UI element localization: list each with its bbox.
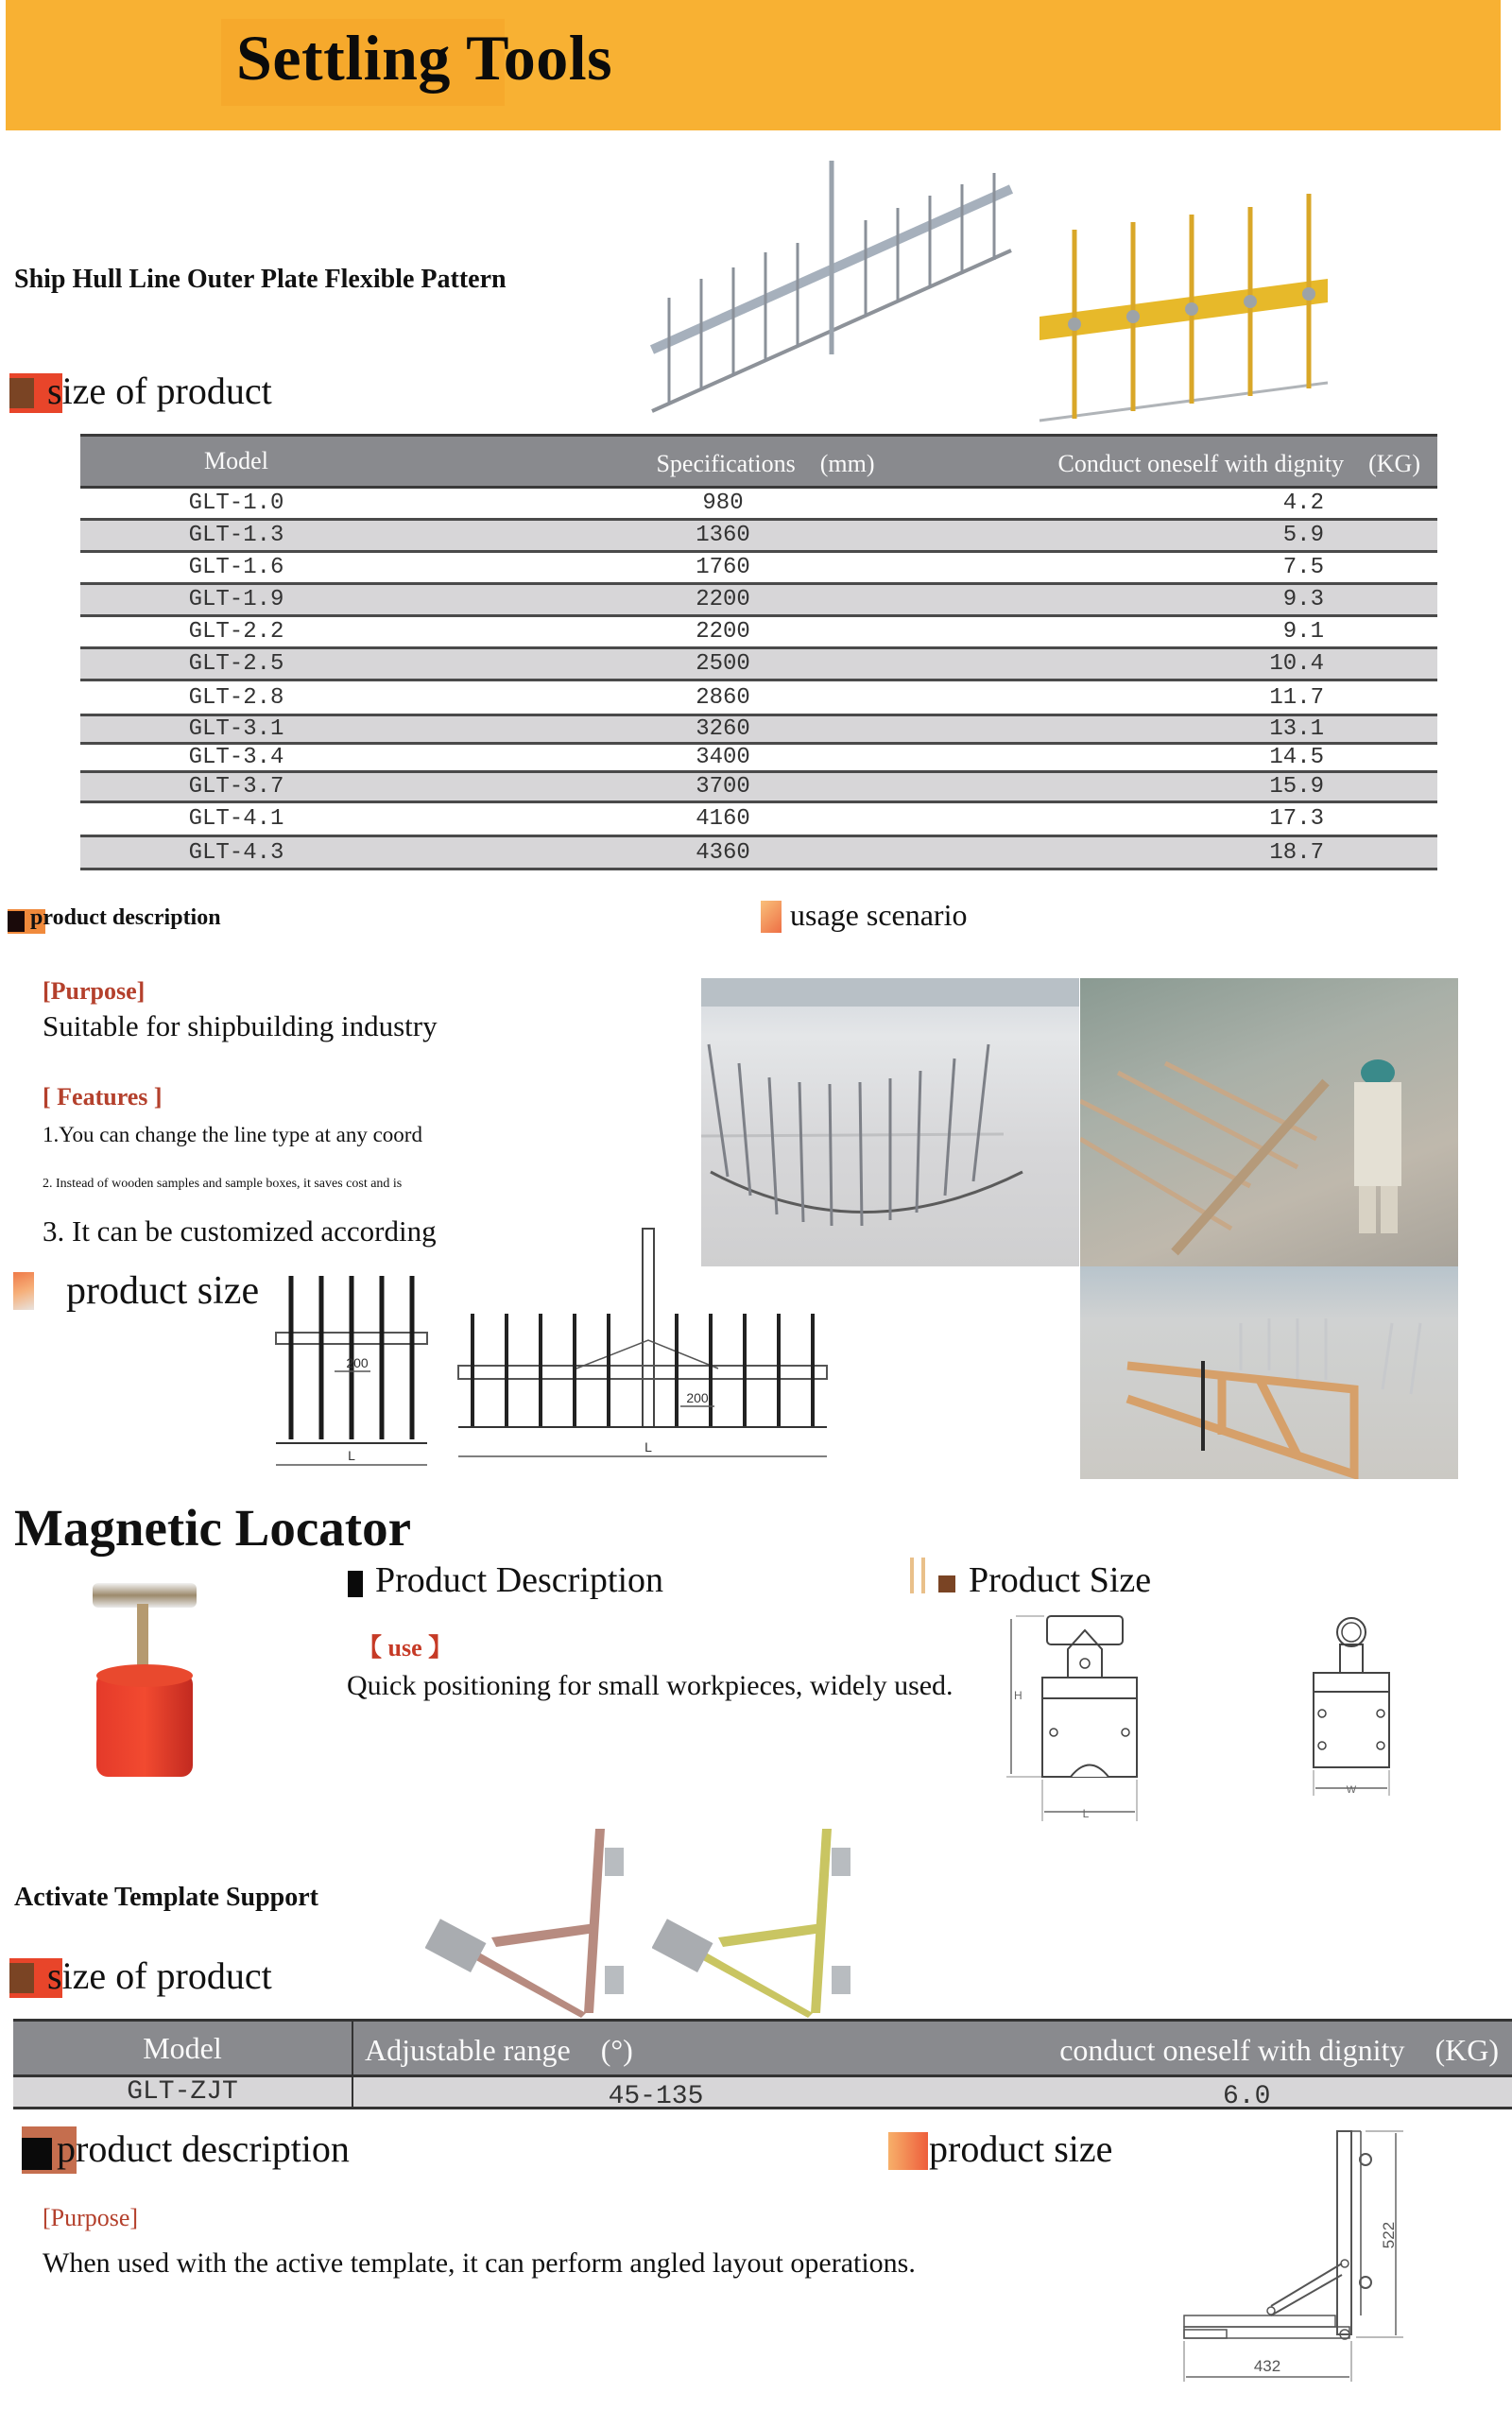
table-header-row [13, 2019, 1512, 2077]
cell-weight: 4.2 [1282, 491, 1324, 516]
cell-model: GLT-3.7 [188, 774, 284, 800]
section-marker-icon [910, 1558, 914, 1593]
section-marker-stripe [921, 1558, 925, 1593]
cell-weight: 17.3 [1269, 806, 1324, 832]
table-row [80, 837, 1437, 870]
dimension-label-width: 432 [1253, 2357, 1281, 2375]
hull-pattern-grey-image [643, 156, 1021, 430]
usage-photo-wooden-frame [1080, 1266, 1458, 1479]
cell-spec: 3400 [696, 745, 750, 770]
cell-model: GLT-1.3 [188, 523, 284, 548]
dimension-label-height: H [1014, 1689, 1022, 1702]
cell-spec: 4160 [696, 806, 750, 832]
template-support-spec-table [13, 2019, 1512, 2109]
product-title-hull-pattern: Ship Hull Line Outer Plate Flexible Pattern [14, 265, 507, 294]
cell-model: GLT-1.9 [188, 587, 284, 612]
dimension-label-spacing: 200 [346, 1355, 369, 1370]
usage-scenario-heading: usage scenario [790, 898, 968, 932]
feature-item-2: 2. Instead of wooden samples and sample boxes, it saves cost and is [43, 1177, 403, 1191]
template-size-diagram [1177, 2122, 1422, 2396]
magnetic-size-diagram-side [1309, 1611, 1394, 1800]
dimension-label-length: L [644, 1439, 652, 1455]
table-row [80, 585, 1437, 617]
cell-weight: 7.5 [1282, 555, 1324, 580]
cell-spec: 2860 [696, 684, 750, 711]
cell-model: GLT-ZJT [13, 2077, 353, 2107]
cell-weight: 6.0 [1223, 2082, 1271, 2111]
column-header-specifications: Specifications (mm) [656, 449, 875, 477]
section-marker-icon [888, 2132, 928, 2170]
cell-weight: 15.9 [1269, 774, 1324, 800]
column-header-model: Model [204, 447, 268, 474]
size-diagram-short-pattern [274, 1271, 439, 1470]
table-row [80, 745, 1437, 773]
table-row [13, 2077, 1512, 2109]
purpose-text: Suitable for shipbuilding industry [43, 1009, 438, 1042]
dimension-label-length: L [348, 1448, 355, 1463]
template-size-of-product-heading: size of product [47, 1954, 272, 1997]
cell-weight: 18.7 [1269, 839, 1324, 866]
section-marker-square-icon [938, 1575, 955, 1592]
table-header-row [80, 434, 1437, 489]
cell-spec: 2200 [696, 619, 750, 645]
template-support-title: Activate Template Support [14, 1883, 318, 1912]
purpose-label: [Purpose] [43, 977, 146, 1005]
table-row [80, 553, 1437, 585]
cell-spec: 1760 [696, 555, 750, 580]
magnetic-locator-image [85, 1583, 217, 1786]
feature-item-1: 1.You can change the line type at any coord [43, 1123, 422, 1146]
magnetic-description-heading: Product Description [375, 1560, 664, 1600]
table-row [80, 617, 1437, 649]
column-header-weight: conduct oneself with dignity (KG) [1059, 2033, 1499, 2067]
cell-spec: 4360 [696, 839, 750, 866]
table-row [80, 521, 1437, 553]
use-text: Quick positioning for small workpieces, widely used. [347, 1670, 954, 1701]
column-header-weight: Conduct oneself with dignity (KG) [1057, 449, 1420, 477]
table-row [80, 649, 1437, 681]
section-marker-inner-icon [22, 2138, 52, 2170]
cell-model: GLT-3.1 [188, 716, 284, 742]
cell-spec: 2500 [696, 651, 750, 677]
cell-weight: 11.7 [1269, 684, 1324, 711]
use-label: 【 use 】 [357, 1634, 454, 1661]
table-row [80, 773, 1437, 803]
cell-weight: 9.1 [1282, 619, 1324, 645]
product-description-heading: product description [30, 905, 221, 930]
cell-weight: 10.4 [1269, 651, 1324, 677]
section-marker-inner-icon [9, 1963, 34, 1993]
section-marker-inner-icon [8, 911, 25, 932]
table-row [80, 716, 1437, 745]
cell-model: GLT-3.4 [188, 745, 284, 770]
template-purpose-text: When used with the active template, it can perform angled layout operations. [43, 2247, 916, 2279]
usage-photo-worker-workshop [1080, 978, 1458, 1266]
section-marker-icon [761, 901, 782, 933]
size-diagram-long-pattern [454, 1227, 832, 1472]
magnetic-locator-title: Magnetic Locator [14, 1499, 411, 1557]
dimension-label-spacing: 200 [686, 1390, 709, 1405]
template-support-yellow-image [652, 1824, 869, 2023]
table-row [80, 803, 1437, 837]
cell-weight: 13.1 [1269, 716, 1324, 742]
dimension-label-width: W [1346, 1784, 1357, 1796]
template-size-heading: product size [929, 2127, 1113, 2170]
cell-weight: 5.9 [1282, 523, 1324, 548]
cell-range: 45-135 [608, 2082, 704, 2111]
table-row [80, 489, 1437, 521]
cell-model: GLT-4.1 [188, 806, 284, 832]
cell-spec: 3700 [696, 774, 750, 800]
usage-photo-pattern-on-floor [701, 978, 1079, 1266]
section-marker-inner-icon [9, 378, 34, 408]
dimension-label-height: 522 [1380, 2221, 1398, 2249]
template-description-heading: product description [57, 2127, 350, 2170]
cell-spec: 1360 [696, 523, 750, 548]
magnetic-size-diagram-front [997, 1611, 1158, 1824]
product-size-heading: product size [66, 1269, 260, 1313]
table-row [80, 681, 1437, 716]
cell-model: GLT-2.2 [188, 619, 284, 645]
cell-model: GLT-1.6 [188, 555, 284, 580]
cell-spec: 3260 [696, 716, 750, 742]
cell-weight: 14.5 [1269, 745, 1324, 770]
dimension-label-length: L [1082, 1807, 1090, 1820]
template-purpose-label: [Purpose] [43, 2204, 139, 2231]
cell-spec: 2200 [696, 587, 750, 612]
page-title: Settling Tools [236, 22, 613, 94]
section-marker-icon [13, 1272, 34, 1310]
features-label: [ Features ] [43, 1083, 163, 1110]
feature-item-3: 3. It can be customized according [43, 1214, 437, 1248]
cell-model: GLT-2.8 [188, 684, 284, 711]
column-header-adjustable-range: Adjustable range (°) [365, 2033, 633, 2067]
hull-pattern-yellow-image [1035, 184, 1337, 430]
hull-pattern-spec-table [80, 434, 1437, 870]
section-marker-icon [348, 1571, 363, 1597]
size-of-product-heading: size of product [47, 370, 272, 412]
template-support-brown-image [425, 1824, 643, 2023]
magnetic-size-heading: Product Size [969, 1560, 1152, 1600]
column-header-model: Model [13, 2022, 353, 2074]
cell-weight: 9.3 [1282, 587, 1324, 612]
cell-model: GLT-4.3 [188, 839, 284, 866]
cell-model: GLT-1.0 [188, 491, 284, 516]
cell-spec: 980 [702, 491, 744, 516]
cell-model: GLT-2.5 [188, 651, 284, 677]
